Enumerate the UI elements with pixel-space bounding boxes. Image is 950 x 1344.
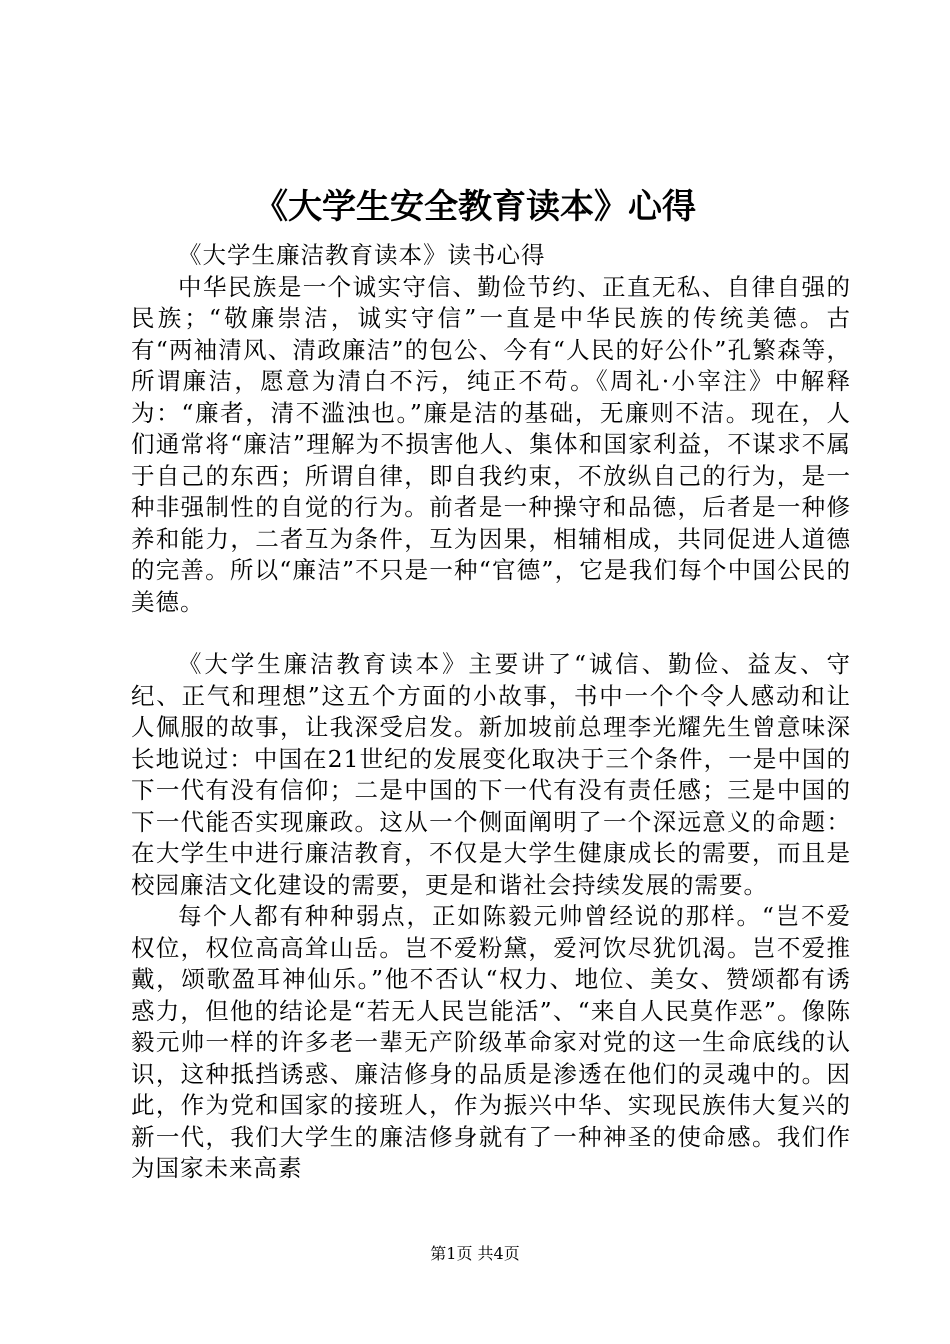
subtitle-paragraph: 《大学生廉洁教育读本》读书心得 [178, 241, 546, 269]
body-paragraph: 《大学生廉洁教育读本》主要讲了“诚信、勤俭、益友、守纪、正气和理想”这五个方面的小故事，书中一个个令人感动和让人佩服的故事，让我深受启发。新加坡前总理李光耀先生曾意味深长地说过：中国在21世纪的发展变化取决于三个条件，一是中国的下一代有没有信仰；二是中国的下一代有没有责任感；三是中国的下一代能否实现廉政。这从一个侧面阐明了一个深远意义的命题：在大学生中进行廉洁教育，不仅是大学生健康成长的需要，而且是校园廉洁文化建设的需要，更是和谐社会持续发展的需要。 [131, 650, 851, 899]
body-paragraph: 中华民族是一个诚实守信、勤俭节约、正直无私、自律自强的民族；“敬廉崇洁，诚实守信”一直是中华民族的传统美德。古有“两袖清风、清政廉洁”的包公、今有“人民的好公仆”孔繁森等，所谓廉洁，愿意为清白不污，纯正不苟。《周礼·小宰注》中解释为：“廉者，清不滥浊也。”廉是洁的基础，无廉则不洁。现在，人们通常将“廉洁”理解为不损害他人、集体和国家利益，不谋求不属于自己的东西；所谓自律，即自我约束，不放纵自己的行为，是一种非强制性的自觉的行为。前者是一种操守和品德，后者是一种修养和能力，二者互为条件，互为因果，相辅相成，共同促进人道德的完善。所以“廉洁”不只是一种“官德”，它是我们每个中国公民的美德。 [131, 272, 851, 616]
page-number-footer: 第1页 共4页 [430, 1244, 520, 1263]
body-paragraph: 每个人都有种种弱点，正如陈毅元帅曾经说的那样。“岂不爱权位，权位高高耸山岳。岂不爱粉黛，爱河饮尽犹饥渴。岂不爱推戴，颂歌盈耳神仙乐。”他不否认“权力、地位、美女、赞颂都有诱惑力，但他的结论是“若无人民岂能活”、“来自人民莫作恶”。像陈毅元帅一样的许多老一辈无产阶级革命家对党的这一生命底线的认识，这种抵挡诱惑、廉洁修身的品质是渗透在他们的灵魂中的。因此，作为党和国家的接班人，作为振兴中华、实现民族伟大复兴的新一代，我们大学生的廉洁修身就有了一种神圣的使命感。我们作为国家未来高素 [131, 902, 851, 1182]
document-body [131, 240, 851, 1185]
document-title: 《大学生安全教育读本》心得 [254, 187, 696, 227]
